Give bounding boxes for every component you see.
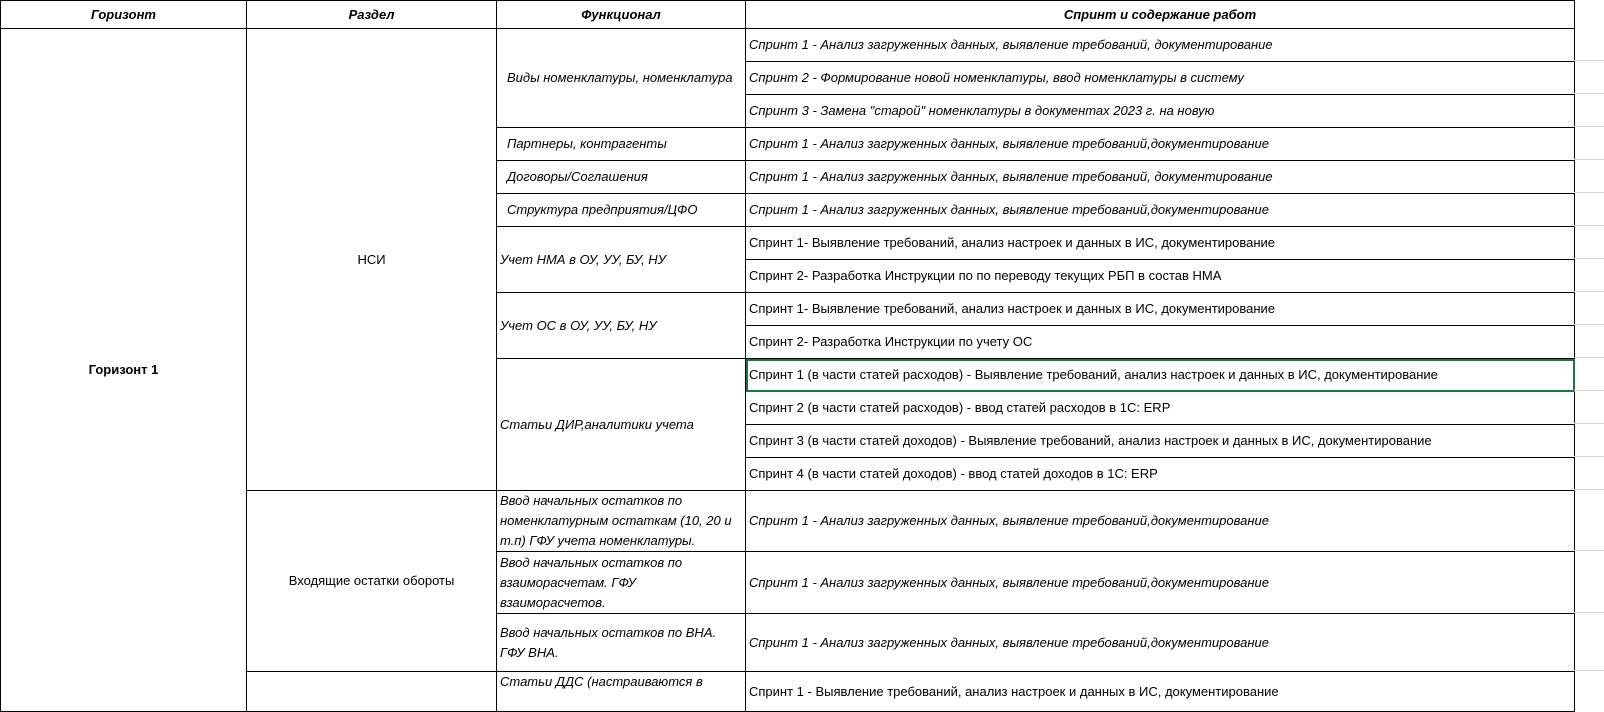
gridline (1574, 612, 1604, 613)
work-cell[interactable]: Спринт 4 (в части статей доходов) - ввод статей доходов в 1С: ERP (746, 458, 1575, 491)
work-cell[interactable]: Спринт 1 - Анализ загруженных данных, выявление требований,документирование (746, 552, 1575, 614)
func-structure-cell[interactable]: Структура предприятия/ЦФО (497, 194, 746, 227)
func-dir-cell[interactable]: Статьи ДИР,аналитики учета (497, 359, 746, 491)
section-nsi-cell[interactable]: НСИ (247, 29, 497, 491)
work-cell[interactable]: Спринт 3 (в части статей доходов) - Выявление требований, анализ настроек и данных в ИС, документирование (746, 425, 1575, 458)
work-cell-selected[interactable]: Спринт 1 (в части статей расходов) - Выявление требований, анализ настроек и данных в ИС, документирование (746, 359, 1575, 392)
work-cell[interactable]: Спринт 1 - Анализ загруженных данных, выявление требований,документирование (746, 194, 1575, 227)
gridline (1574, 423, 1604, 424)
func-ob-settlements-cell[interactable]: Ввод начальных остатков по взаиморасчетам. ГФУ взаиморасчетов. (497, 552, 746, 614)
work-cell[interactable]: Спринт 1 - Анализ загруженных данных, выявление требований,документирование (746, 128, 1575, 161)
func-ob-vna-cell[interactable]: Ввод начальных остатков по ВНА. ГФУ ВНА. (497, 614, 746, 672)
gridline (1574, 489, 1604, 490)
gridline (1574, 258, 1604, 259)
func-ob-nomenclature-cell[interactable]: Ввод начальных остатков по номенклатурным остаткам (10, 20 и т.п) ГФУ учета номенклатуры. (497, 491, 746, 552)
gridline (1574, 324, 1604, 325)
header-row (1, 1, 1575, 29)
gridline (1574, 192, 1604, 193)
work-cell[interactable]: Спринт 1- Выявление требований, анализ настроек и данных в ИС, документирование (746, 227, 1575, 260)
gridline (1574, 357, 1604, 358)
func-partners-cell[interactable]: Партнеры, контрагенты (497, 128, 746, 161)
work-cell[interactable]: Спринт 1- Выявление требований, анализ настроек и данных в ИС, документирование (746, 293, 1575, 326)
func-nma-cell[interactable]: Учет НМА в ОУ, УУ, БУ, НУ (497, 227, 746, 293)
work-cell[interactable]: Спринт 2 (в части статей расходов) - ввод статей расходов в 1С: ERP (746, 392, 1575, 425)
func-contracts-cell[interactable]: Договоры/Соглашения (497, 161, 746, 194)
gridline (1574, 550, 1604, 551)
work-cell[interactable]: Спринт 1 - Анализ загруженных данных, выявление требований, документирование (746, 161, 1575, 194)
func-nomenclature-cell[interactable]: Виды номенклатуры, номенклатура (497, 29, 746, 128)
gridline (1574, 93, 1604, 94)
gridline (1574, 60, 1604, 61)
gridline (1574, 291, 1604, 292)
gridline (1574, 225, 1604, 226)
section-opening-balances-cell[interactable]: Входящие остатки обороты (247, 491, 497, 672)
work-cell[interactable]: Спринт 1 - Анализ загруженных данных, выявление требований, документирование (746, 29, 1575, 62)
work-cell[interactable]: Спринт 3 - Замена "старой" номенклатуры в документах 2023 г. на новую (746, 95, 1575, 128)
horizon-cell[interactable]: Горизонт 1 (1, 29, 247, 712)
header-sprint[interactable]: Спринт и содержание работ (746, 1, 1575, 29)
work-cell[interactable]: Спринт 2 - Формирование новой номенклатуры, ввод номенклатуры в систему (746, 62, 1575, 95)
work-cell[interactable]: Спринт 1 - Анализ загруженных данных, выявление требований,документирование (746, 491, 1575, 552)
gridline (1574, 159, 1604, 160)
sheet-gridlines-right (1574, 0, 1604, 686)
work-cell[interactable]: Спринт 2- Разработка Инструкции по учету ОС (746, 326, 1575, 359)
gridline (1574, 390, 1604, 391)
work-cell[interactable]: Спринт 2- Разработка Инструкции по по переводу текущих РБП в состав НМА (746, 260, 1575, 293)
header-functional[interactable]: Функционал (497, 1, 746, 29)
gridline (1574, 456, 1604, 457)
work-cell[interactable]: Спринт 1 - Выявление требований, анализ настроек и данных в ИС, документирование (746, 672, 1575, 712)
header-section[interactable]: Раздел (247, 1, 497, 29)
func-dds-cell[interactable]: Статьи ДДС (настраиваются в (497, 672, 746, 712)
table-row (1, 29, 1575, 62)
gridline (1574, 670, 1604, 671)
header-horizon[interactable]: Горизонт (1, 1, 247, 29)
func-os-cell[interactable]: Учет ОС в ОУ, УУ, БУ, НУ (497, 293, 746, 359)
section-cell-next[interactable] (247, 672, 497, 712)
work-cell[interactable]: Спринт 1 - Анализ загруженных данных, выявление требований,документирование (746, 614, 1575, 672)
gridline (1574, 126, 1604, 127)
